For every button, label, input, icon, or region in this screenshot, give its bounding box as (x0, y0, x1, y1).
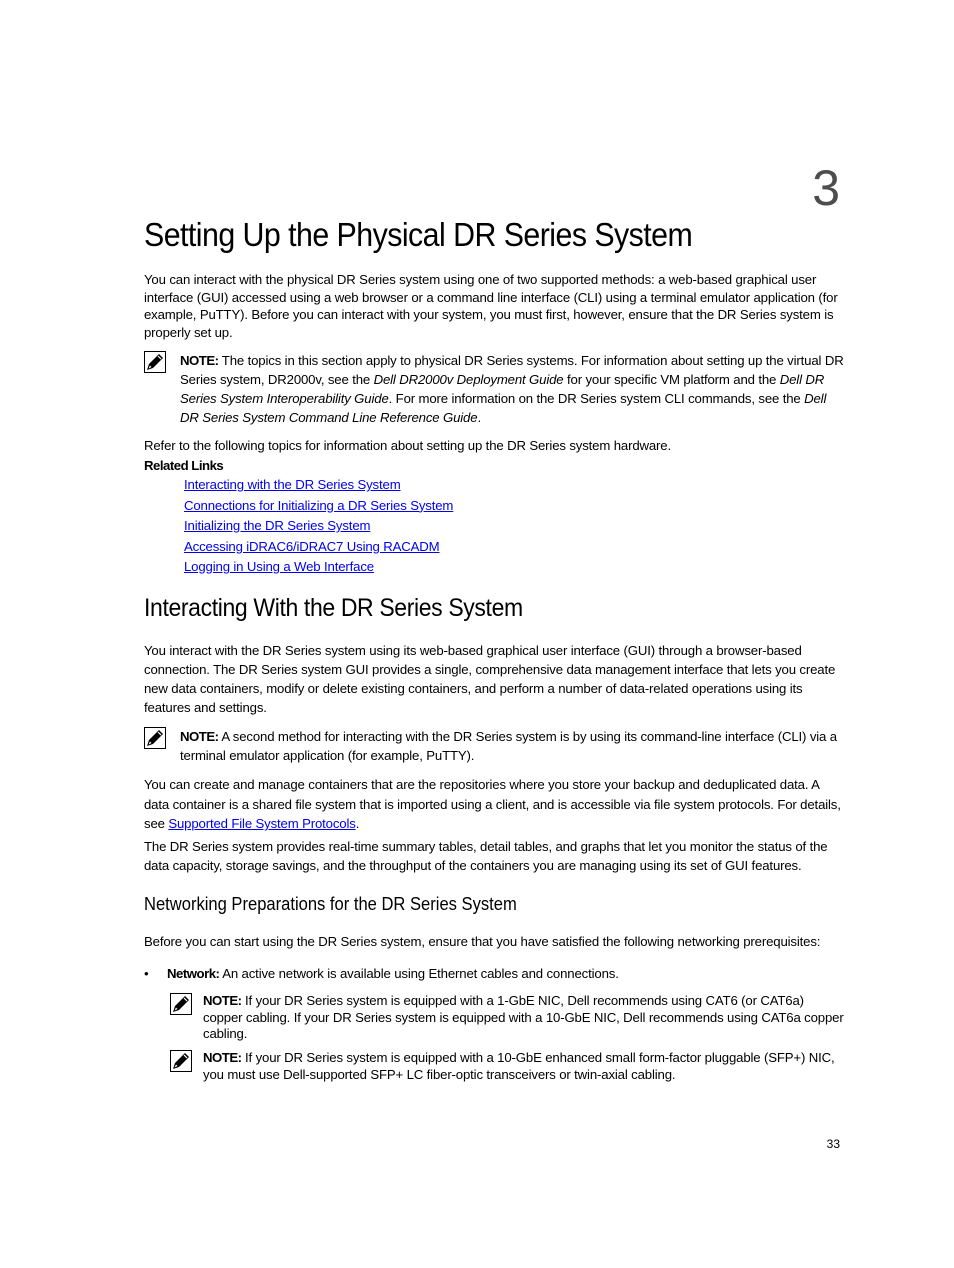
guide-title: Dell DR2000v Deployment Guide (373, 372, 564, 387)
subsection-title: Networking Preparations for the DR Series System (144, 894, 517, 914)
list-item (184, 517, 453, 538)
related-links-label: Related Links (144, 458, 224, 473)
note-label: NOTE: (203, 1050, 242, 1065)
link-idrac[interactable]: Accessing iDRAC6/iDRAC7 Using RACADM (184, 538, 440, 554)
guide-title: Dell DR Series System Interoperability Guide (180, 372, 825, 406)
section-title: Interacting With the DR Series System (144, 594, 523, 622)
note-text-part: A second method for interacting with the DR Series system is by using its command-line interface (CLI) via a terminal emulator application (for example, PuTTY). (180, 729, 837, 763)
note-text-part: If your DR Series system is equipped with a 10-GbE enhanced small form-factor pluggable (SFP+) NIC, you must use Dell-supported SFP+ LC fiber-optic transceivers or twin-axial cabling. (203, 1050, 835, 1082)
section-paragraph: You interact with the DR Series system using its web-based graphical user interface (GUI) through a browser-based connection. The DR Series system GUI provides a single, comprehensive data management interface that lets you create new data containers, modify or delete existing containers, and perform a number of data-related operations using its features and settings. (144, 643, 836, 715)
note-text-part: . (477, 410, 481, 425)
bullet-text (167, 965, 847, 983)
paragraph-text: You can create and manage containers that are the repositories where you store your backup and deduplicated data. A data container is a shared file system that is imported using a client, and is accessible via file system protocols. For details, see (144, 777, 841, 831)
list-item (184, 558, 453, 579)
pencil-note-icon (170, 1050, 192, 1072)
link-web-login[interactable]: Logging in Using a Web Interface (184, 559, 374, 574)
page-number: 33 (826, 1137, 840, 1151)
pencil-note-icon (144, 727, 166, 749)
note-text-part: If your DR Series system is equipped with a 1-GbE NIC, Dell recommends using CAT6 (or CAT6a) copper cabling. If your DR Series system is equipped with a 10-GbE NIC, Dell recommends using CAT6a copper cabling. (203, 993, 844, 1041)
note-text (180, 727, 844, 765)
chapter-number: 3 (812, 160, 840, 216)
link-initializing[interactable]: Initializing the DR Series System (184, 518, 371, 533)
chapter-title: Setting Up the Physical DR Series System (144, 216, 693, 253)
note-text (180, 351, 844, 427)
note-label: NOTE: (203, 993, 242, 1008)
note-text-part: . For more information on the DR Series system CLI commands, see the (388, 391, 805, 406)
bullet-label: Network: (167, 966, 220, 981)
link-interacting[interactable]: Interacting with the DR Series System (184, 477, 401, 492)
pencil-note-icon (144, 351, 166, 373)
intro-paragraph: You can interact with the physical DR Series system using one of two supported methods: a web-based graphical user interface (GUI) accessed using a web browser or a command line interface (CLI) using a terminal emulator application (for example, PuTTY). Before you can interact with your system, you must first, however, ensure that the DR Series system is properly set up. (144, 272, 838, 341)
monitoring-paragraph: The DR Series system provides real-time summary tables, detail tables, and graphs that let you monitor the status of the data capacity, storage savings, and the throughput of the containers you are managing using its set of GUI features. (144, 839, 828, 873)
subsection-intro: Before you can start using the DR Series system, ensure that you have satisfied the following networking prerequisites: (144, 934, 821, 949)
list-item (184, 476, 453, 497)
link-supported-protocols[interactable]: Supported File System Protocols (168, 816, 356, 831)
list-item (184, 497, 453, 518)
note-text-part: The topics in this section apply to physical DR Series systems. For information about setting up the virtual DR Series system, DR2000v, see the (180, 353, 844, 387)
note-text (203, 993, 844, 1043)
bullet-body: An active network is available using Ethernet cables and connections. (219, 966, 619, 981)
bullet-symbol: • (144, 966, 149, 981)
note-label: NOTE: (180, 353, 219, 368)
note-label: NOTE: (180, 729, 219, 744)
list-item (184, 538, 453, 559)
related-links-list (184, 476, 453, 579)
pencil-note-icon (170, 993, 192, 1015)
containers-paragraph (144, 775, 844, 834)
note-text-part: for your specific VM platform and the (563, 372, 780, 387)
link-connections[interactable]: Connections for Initializing a DR Series System (184, 497, 454, 513)
paragraph-text: . (355, 816, 360, 831)
note-text (203, 1050, 844, 1083)
guide-title: Dell DR Series System Command Line Reference Guide (180, 391, 827, 425)
refer-paragraph: Refer to the following topics for information about setting up the DR Series system hardware. (144, 438, 672, 453)
